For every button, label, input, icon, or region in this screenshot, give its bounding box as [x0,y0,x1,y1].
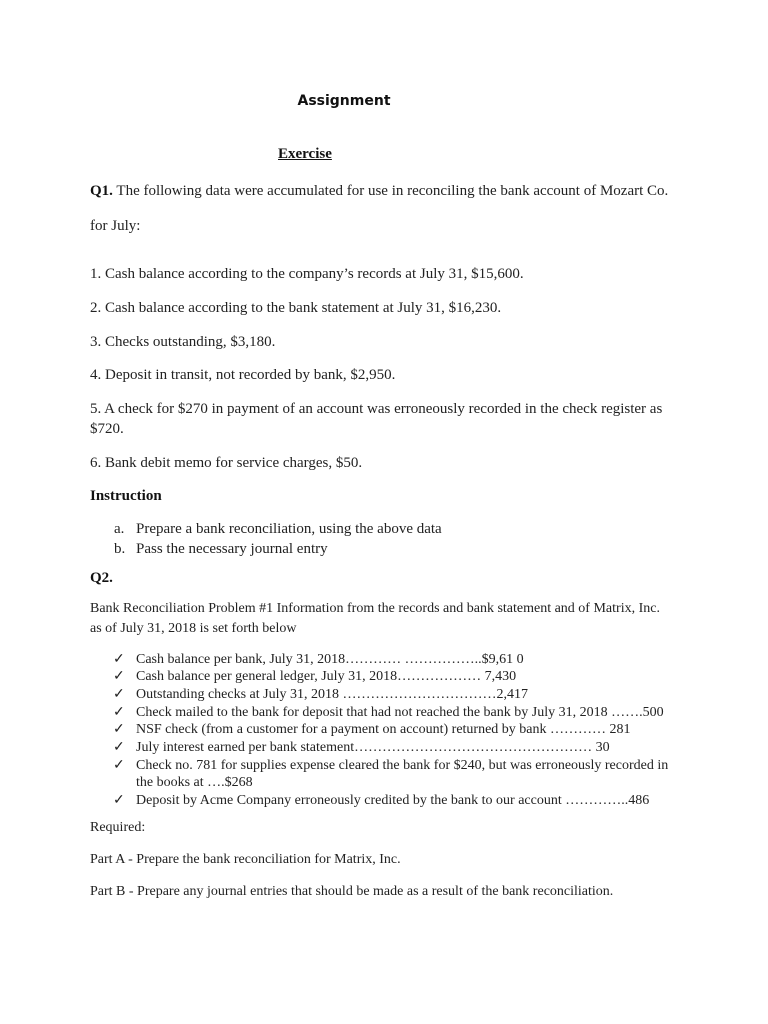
part-b: Part B - Prepare any journal entries that should be made as a result of the bank reconciliation. [90,884,614,899]
q1-intro-line2: for July: [90,218,141,234]
q1-item-5: 5. A check for $270 in payment of an account was erroneously recorded in the check register as $720. [90,401,663,437]
instruction-item-a [114,519,442,539]
checklist-text: Cash balance per bank, July 31, 2018………… ……………..$9,61 0 [136,652,524,667]
check-icon: ✓ [113,652,125,667]
instruction-marker: a. [114,521,125,537]
part-a: Part A - Prepare the bank reconciliation for Matrix, Inc. [90,852,401,867]
q1-item-2: 2. Cash balance according to the bank statement at July 31, $16,230. [90,300,502,316]
section-heading-exercise: Exercise [278,146,332,162]
instruction-heading: Instruction [90,488,162,504]
q2-intro: Bank Reconciliation Problem #1 Information from the records and bank statement and of Matrix, Inc. as of July 31, 2018 is set forth below [90,601,660,636]
checklist-item [113,668,673,685]
instruction-marker: b. [114,541,126,557]
q1-item-1: 1. Cash balance according to the company’s records at July 31, $15,600. [90,266,524,282]
check-icon: ✓ [113,758,125,773]
checklist-text: July interest earned per bank statement…………………………………………… 30 [136,740,610,755]
check-icon: ✓ [113,722,125,737]
check-icon: ✓ [113,669,125,684]
checklist-item [113,792,673,809]
checklist-text: Check mailed to the bank for deposit that had not reached the bank by July 31, 2018 …….500 [136,705,664,720]
checklist-text: Outstanding checks at July 31, 2018 ……………………………2,417 [136,687,528,702]
checklist-text: NSF check (from a customer for a payment on account) returned by bank ………… 281 [136,722,631,737]
q1-intro-line1: The following data were accumulated for use in reconciling the bank account of Mozart Co. [116,183,669,199]
checklist-item [113,757,673,791]
checklist-text: Deposit by Acme Company erroneously credited by the bank to our account …………..486 [136,793,650,808]
instruction-text: Pass the necessary journal entry [136,541,328,557]
check-icon: ✓ [113,793,125,808]
checklist-item [113,721,673,738]
checklist-item [113,686,673,703]
q1-item-3: 3. Checks outstanding, $3,180. [90,334,276,350]
required-label: Required: [90,820,146,835]
q1-item-4: 4. Deposit in transit, not recorded by bank, $2,950. [90,367,396,383]
instruction-text: Prepare a bank reconciliation, using the above data [136,521,442,537]
q1-item-6: 6. Bank debit memo for service charges, $50. [90,455,363,471]
check-icon: ✓ [113,740,125,755]
check-icon: ✓ [113,687,125,702]
q2-label: Q2. [90,570,113,586]
instruction-item-b [114,539,328,559]
checklist-item [113,651,673,668]
q1-label: Q1. [90,183,113,199]
checklist-text: Check no. 781 for supplies expense cleared the bank for $240, but was erroneously recorded in the books at ….$268 [136,758,669,790]
page-title: Assignment [297,93,391,109]
checklist-text: Cash balance per general ledger, July 31, 2018……………… 7,430 [136,669,517,684]
checklist-item [113,704,673,721]
q1-intro [90,181,668,201]
check-icon: ✓ [113,705,125,720]
checklist-item [113,739,673,756]
